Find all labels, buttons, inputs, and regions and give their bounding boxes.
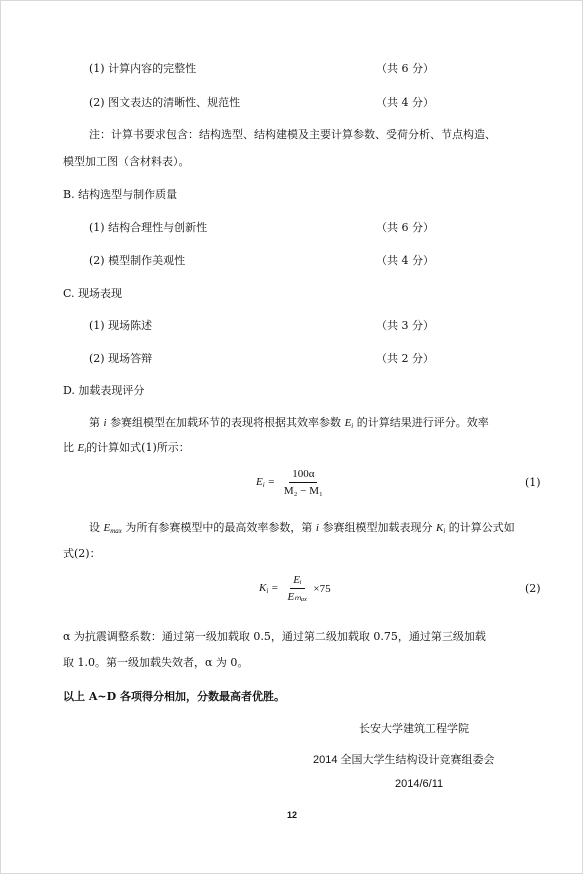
- eq2-denominator: Eₘₐₓ: [287, 591, 308, 603]
- para1-text-b: 参赛组模型在加载环节的表现将根据其效率参数: [110, 416, 342, 429]
- eq2-lhs: $K_i$ =: [259, 582, 279, 595]
- signature-committee: 2014 全国大学生结构设计竞赛组委会: [313, 754, 495, 766]
- item-c2-score: （共 2 分）: [376, 352, 434, 365]
- alpha-line-2: 取 1.0。第一级加载失效者，α 为 0。: [63, 656, 249, 669]
- para2-text-b: 为所有参赛模型中的最高效率参数，第: [125, 521, 313, 534]
- para1-line2-text-b: 的计算如式(1)所示：: [86, 441, 190, 454]
- para2-text-d: 的计算公式如: [448, 521, 515, 534]
- item-b1-score: （共 6 分）: [376, 221, 434, 234]
- para2-text-a: 设: [89, 521, 100, 534]
- note-line-2: 模型加工图（含材料表）。: [63, 155, 190, 168]
- para1-line2-text-a: 比: [63, 441, 74, 454]
- item-b2-label: (2) 模型制作美观性: [89, 254, 186, 267]
- item-a2-label: (2) 图文表达的清晰性、规范性: [89, 96, 241, 109]
- signature-org: 长安大学建筑工程学院: [359, 723, 469, 735]
- para2-symbol-e-sub: max: [110, 527, 122, 535]
- equation-2: [259, 573, 331, 604]
- para1-text-a: 第: [89, 416, 100, 429]
- equation-2-number: (2): [525, 582, 541, 595]
- page-number: 12: [287, 810, 298, 820]
- para1-symbol-e-sub: i: [351, 422, 354, 430]
- para1-var-i: i: [103, 417, 107, 429]
- para1-text-c: 的计算结果进行评分。效率: [356, 416, 489, 429]
- section-d-heading: D. 加载表现评分: [63, 384, 145, 397]
- eq2-tail: ×75: [313, 582, 331, 595]
- section-c-heading: C. 现场表现: [63, 287, 123, 300]
- eq1-lhs-symbol: E: [256, 476, 263, 488]
- eq2-fraction: [284, 573, 310, 604]
- eq1-denominator: M₂ − M₁: [283, 485, 323, 497]
- item-a1-label: (1) 计算内容的完整性: [89, 62, 197, 75]
- note-line-1: 注：计算书要求包含：结构选型、结构建模及主要计算参数、受荷分析、节点构造、: [89, 128, 496, 141]
- para2-line1: [89, 520, 515, 539]
- eq2-lhs-symbol: K: [259, 582, 267, 594]
- item-b1-label: (1) 结构合理性与创新性: [89, 221, 208, 234]
- equation-1: [256, 467, 326, 498]
- summary-line: 以上 A~D 各项得分相加，分数最高者优胜。: [63, 690, 285, 703]
- item-c1-score: （共 3 分）: [376, 319, 434, 332]
- para2-text-c: 参赛组模型加载表现分: [322, 521, 433, 534]
- eq2-lhs-sub: i: [266, 587, 269, 595]
- eq1-numerator: 100α: [289, 467, 317, 483]
- item-c2-label: (2) 现场答辩: [89, 352, 153, 365]
- item-a1-score: （共 6 分）: [376, 62, 434, 75]
- para1-line1: [89, 415, 489, 434]
- para2-symbol-k: K: [435, 522, 444, 534]
- eq1-fraction: [281, 467, 326, 498]
- alpha-line-1: α 为抗震调整系数：通过第一级加载取 0.5，通过第二级加载取 0.75，通过第三级加载: [63, 630, 486, 643]
- para1-line2: [63, 440, 190, 459]
- eq1-lhs: $E_i$ =: [256, 476, 275, 489]
- item-b2-score: （共 4 分）: [376, 254, 434, 267]
- para2-symbol-k-sub: i: [443, 527, 446, 535]
- equation-1-number: (1): [525, 476, 541, 489]
- para2-symbol-e: E: [103, 522, 111, 534]
- para2-var-i: i: [315, 522, 319, 534]
- eq2-numerator: Eᵢ: [290, 573, 304, 589]
- para1-symbol-e: E: [344, 417, 352, 429]
- para1-line2-symbol-e: E: [77, 442, 85, 454]
- item-a2-score: （共 4 分）: [376, 96, 434, 109]
- signature-date: 2014/6/11: [395, 778, 444, 790]
- para1-line2-symbol-e-sub: i: [84, 447, 87, 455]
- eq1-lhs-sub: i: [262, 481, 265, 489]
- item-c1-label: (1) 现场陈述: [89, 319, 153, 332]
- section-b-heading: B. 结构选型与制作质量: [63, 188, 178, 201]
- para2-line2: 式(2)：: [63, 547, 101, 560]
